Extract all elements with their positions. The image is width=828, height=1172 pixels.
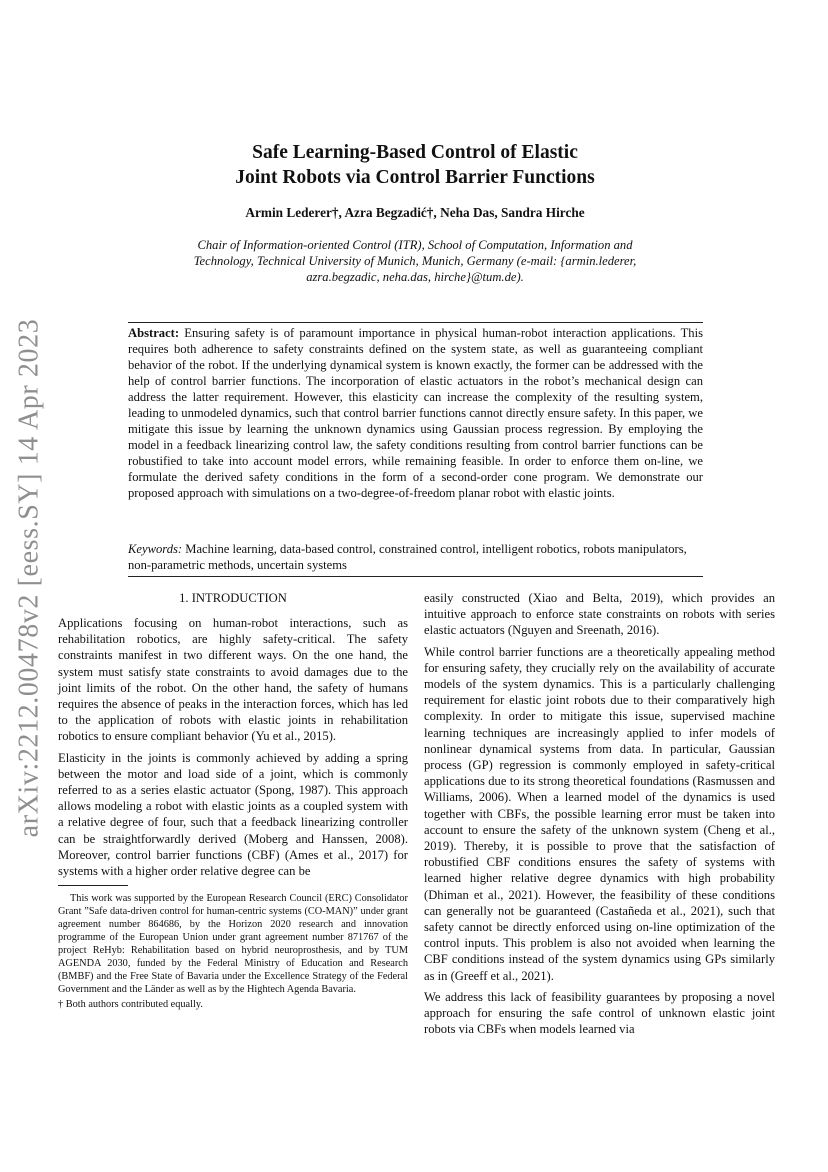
left-column xyxy=(58,590,408,1013)
paragraph: Elasticity in the joints is commonly achieved by adding a spring between the motor and load side of a joint, which is commonly referred to as a series elastic actuator (Spong, 1987). This approach allows modeling a robot with elastic joints as a coupled system with a relative degree of four, such that a feedback linearizing controller can be straightforwardly derived (Moberg and Hanssen, 2008). Moreover, control barrier functions (CBF) (Ames et al., 2017) for systems with a higher order relative degree can be xyxy=(58,750,408,879)
arxiv-stamp xyxy=(8,318,50,838)
title-line-2: Joint Robots via Control Barrier Functions xyxy=(235,167,595,188)
affiliation: Chair of Information-oriented Control (ITR), School of Computation, Information and Technology, Technical University of Munich, Munich, Germany (e-mail: {armin.lederer, azra.begzadic, neha.das, hirche}@tum.de). xyxy=(193,238,637,284)
keywords xyxy=(128,541,703,577)
section-heading-introduction: 1. INTRODUCTION xyxy=(179,591,287,605)
title-line-1: Safe Learning-Based Control of Elastic xyxy=(252,142,578,163)
arxiv-stamp-text: arXiv:2212.00478v2 [eess.SY] 14 Apr 2023 xyxy=(13,318,44,838)
paragraph: easily constructed (Xiao and Belta, 2019), which provides an intuitive approach to enforce state constraints on robots with series elastic actuators (Nguyen and Sreenath, 2016). xyxy=(424,591,775,638)
keywords-text: Machine learning, data-based control, constrained control, intelligent robotics, robots manipulators, non-parametric methods, uncertain systems xyxy=(128,542,687,572)
footnotes xyxy=(58,892,408,1011)
paragraph: Applications focusing on human-robot interactions, such as rehabilitation robotics, are highly safety-critical. The safety constraints manifest in two different ways. On the one hand, the system must satisfy state constraints to avoid damages due to the joint limits of the robot. On the other hand, the safety of humans requires the absence of peaks in the interaction forces, which has led to the application of robots with elastic joints in rehabilitation robotics to ensure compliant behavior (Yu et al., 2015). xyxy=(58,616,408,744)
keywords-label: Keywords: xyxy=(128,542,183,556)
footnote-funding: This work was supported by the European Research Council (ERC) Consolidator Grant ”Safe data-driven control for human-centric systems (CO-MAN)” under grant agreement number 864686, by the Horizon 2020 research and innovation programme of the European Union under grant agreement number 871767 of the project ReHyb: Rehabilitation based on hybrid neuroprosthesis, and by TUM AGENDA 2030, funded by the Federal Ministry of Education and Research (BMBF) and the Free State of Bavaria under the Excellence Strategy of the Federal Government and the Länder as well as by the Hightech Agenda Bavaria. xyxy=(58,893,408,996)
paragraph: We address this lack of feasibility guarantees by proposing a novel approach for ensuring the safe control of unknown elastic joint robots via CBFs when models learned via xyxy=(424,989,775,1037)
paragraph: While control barrier functions are a theoretically appealing method for ensuring safety, they crucially rely on the availability of accurate models of the system dynamics. This is a particularly challenging requirement for elastic joint robots due to their comparatively high complexity. In order to mitigate this issue, supervised machine learning techniques are increasingly applied to infer models of nonlinear dynamical systems from data. In particular, Gaussian process (GP) regression is commonly employed in safety-critical applications due to its strong theoretical foundations (Rasmussen and Williams, 2006). When a learned model of the dynamics is used together with CBFs, the possible learning error must be taken into account to ensure the safety of the unknown system (Cheng et al., 2019). Thereby, it is possible to prove that the satisfaction of robustified CBF conditions ensures the safety of systems with learned higher relative degree dynamics with high probability (Dhiman et al., 2021). However, the feasibility of these conditions can generally not be guaranteed (Castañeda et al., 2021), such that safety cannot be directly enforced using on-line optimization of the control inputs. This problem is also not avoided when learning the CBF conditions instead of the system dynamics using GPs similarly as in (Greeff et al., 2021). xyxy=(424,644,775,983)
author-list: Armin Lederer†, Azra Begzadić†, Neha Das, Sandra Hirche xyxy=(245,205,585,220)
footnote-equal-contribution: † Both authors contributed equally. xyxy=(58,999,203,1011)
abstract xyxy=(128,322,703,501)
right-column xyxy=(424,590,775,1042)
abstract-text: Ensuring safety is of paramount importance in physical human-robot interaction applications. This requires both adherence to safety constraints defined on the system state, as well as guaranteeing compliant behavior of the robot. If the underlying dynamical system is known exactly, the former can be addressed with the help of control barrier functions. The incorporation of elastic actuators in the robot’s mechanical design can address the latter requirement. However, this elasticity can increase the complexity of the resulting system, leading to unmodeled dynamics, such that control barrier functions cannot directly ensure safety. In this paper, we mitigate this issue by learning the unknown dynamics using Gaussian process regression. By employing the model in a feedback linearizing control law, the safety conditions resulting from control barrier functions can be robustified to take into account model errors, while remaining feasible. In order to enforce them on-line, we formulate the derived safety conditions in the form of a second-order cone program. We demonstrate our proposed approach with simulations on a two-degree-of-freedom planar robot with elastic joints. xyxy=(128,326,703,500)
footnote-divider xyxy=(58,885,128,886)
abstract-label: Abstract: xyxy=(128,326,180,340)
paper-title xyxy=(120,140,710,190)
